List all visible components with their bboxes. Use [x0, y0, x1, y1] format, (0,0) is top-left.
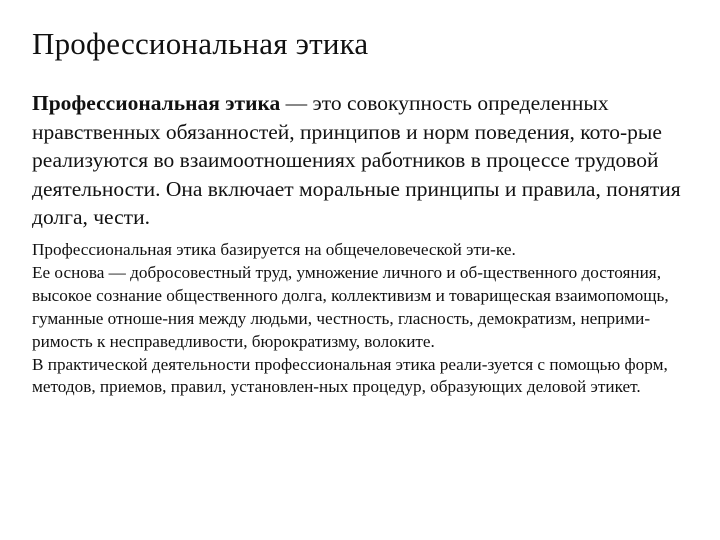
definition-text: — это совокупность определенных нравственных обязанностей, принципов и норм поведения, кото-рые реализуются во взаимоотношениях работников в процессе трудовой деятельности. Она включает моральные принципы и правила, понятия долга, чести.: [32, 91, 681, 230]
definition-term: Профессиональная этика: [32, 91, 281, 115]
definition-paragraph: [32, 89, 702, 232]
body-paragraph-foundation: Ее основа — добросовестный труд, умножение личного и об-щественного достояния, высокое сознание общественного долга, коллективизм и товарищеская взаимопомощь, гуманные отноше-ния между людьми, честность, гласность, демократизм, неприми-римость к несправедливости, бюрократизму, волоките.: [32, 262, 669, 351]
body-paragraph-practice: В практической деятельности профессиональная этика реали-зуется с помощью форм, методов, приемов, правил, установлен-ных процедур, образующих деловой этикет.: [32, 354, 668, 397]
body-paragraph-basis: Профессиональная этика базируется на общечеловеческой эти-ке.: [32, 240, 516, 259]
body-text: [32, 239, 697, 399]
page-title: Профессиональная этика: [32, 26, 369, 61]
